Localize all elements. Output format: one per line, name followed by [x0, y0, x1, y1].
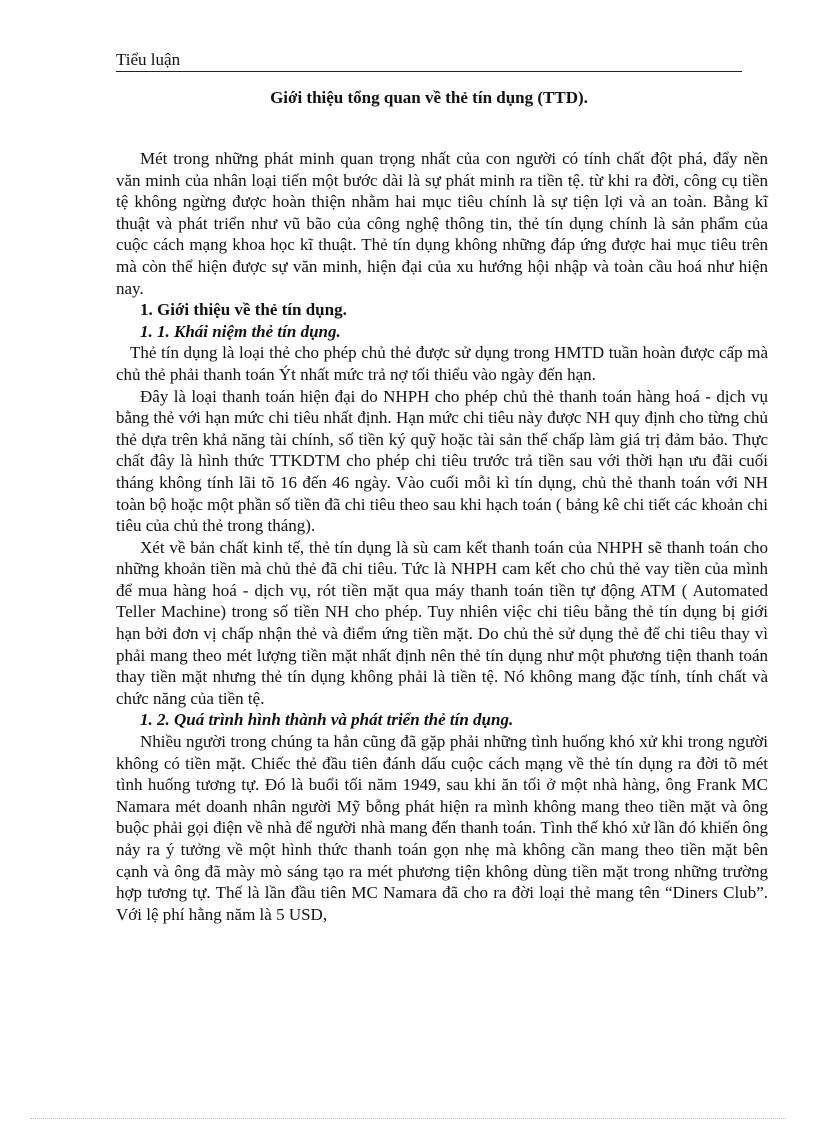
- paragraph: Nhiều người trong chúng ta hẳn cũng đã gặp phải những tình huống khó xử khi trong người không có tiền mặt. Chiếc thẻ đầu tiên đánh dấu cuộc cách mạng về thẻ tín dụng ra đời tõ mét tình huống tương tự. Đó là buổi tối năm 1949, sau khi ăn tối ở một nhà hàng, ông Frank MC Namara mét doanh nhân người Mỹ bỗng phát hiện ra mình không mang theo tiền mặt và ông buộc phải gọi điện về nhà để người nhà mang đến thanh toán. Tình thế khó xử lần đó khiến ông nảy ra ý tưởng về một hình thức thanh toán gọn nhẹ mà không cần mang theo tiền mặt bên cạnh và ông đã mày mò sáng tạo ra mét phương tiện không dùng tiền mặt trong những trường hợp tương tự. Thế là lần đầu tiên MC Namara đã cho ra đời loại thẻ mang tên “Diners Club”. Với lệ phí hằng năm là 5 USD,: [116, 732, 768, 924]
- paragraph: Xét về bản chất kinh tế, thẻ tín dụng là sù cam kết thanh toán của NHPH sẽ thanh toán cho những khoản tiền mà chủ thẻ đã chi tiêu. Tức là NHPH cam kết cho chủ thẻ vay tiền của mình để mua hàng hoá - dịch vụ, rót tiền mặt qua máy thanh toán tiền tự động ATM ( Automated Teller Machine) trong số tiền NH cho phép. Tuy nhiên việc chi tiêu bằng thẻ tín dụng bị giới hạn bởi đơn vị chấp nhận thẻ và điểm ứng tiền mặt. Do chủ thẻ sử dụng thẻ để chi tiêu thay vì phải mang theo mét lượng tiền mặt nhất định nên thẻ tín dụng như một phương tiện thanh toán thay tiền mặt nhưng thẻ tín dụng không phải là tiền tệ. Nó không mang đặc tính, tính chất và chức năng của tiền tệ.: [116, 537, 768, 708]
- paragraph: Đây là loại thanh toán hiện đại do NHPH cho phép chủ thẻ thanh toán hàng hoá - dịch vụ bằng thẻ với hạn mức chi tiêu nhất định. Hạn mức chi tiêu này được NH quy định cho từng chủ thẻ dựa trên khả năng tài chính, số tiền ký quỹ hoặc tài sản thế chấp làm giá trị đảm bảo. Thực chất đây là hình thức TTKDTM cho phép chi tiêu trước trả tiền sau với thời hạn ưu đãi cuối tháng không tính lãi tõ 16 đến 46 ngày. Vào cuối mỗi kì tín dụng, chủ thẻ thanh toán với NH toàn bộ hoặc một phần số tiền đã chi tiêu theo sau khi hạch toán ( bảng kê chi tiết các khoản chi tiêu của chủ thẻ trong tháng).: [116, 386, 768, 536]
- document-title: Giới thiệu tổng quan về thẻ tín dụng (TTD).: [270, 88, 588, 107]
- page-bottom-border: [30, 1118, 786, 1119]
- header-label: Tiểu luận: [116, 50, 181, 69]
- subsection-heading-1-1: 1. 1. Khái niệm thẻ tín dụng.: [140, 321, 341, 341]
- subsection-heading-1-2: 1. 2. Quá trình hình thành và phát triển thẻ tín dụng.: [140, 710, 514, 730]
- section-heading-1: 1. Giới thiệu về thẻ tín dụng.: [140, 300, 347, 320]
- document-body: [116, 148, 768, 925]
- intro-paragraph: Mét trong những phát minh quan trọng nhất của con người có tính chất đột phá, đẩy nền văn minh của nhân loại tiến một bước dài là sự phát minh ra tiền tệ. từ khi ra đời, công cụ tiền tệ không ngừng được hoàn thiện nhằm hai mục tiêu chính là sự tiện lợi và an toàn. Bằng kĩ thuật và phát triển như vũ bão của công nghệ thông tin, thẻ tín dụng chính là sản phẩm của cuộc cách mạng khoa học kĩ thuật. Thẻ tín dụng không những đáp ứng được hai mục tiêu trên mà còn thể hiện được sự văn minh, hiện đại của xu hướng hội nhập và toàn cầu hoá như hiện nay.: [116, 149, 768, 298]
- header-divider: [116, 71, 742, 72]
- paragraph: Thẻ tín dụng là loại thẻ cho phép chủ thẻ được sử dụng trong HMTD tuần hoàn được cấp mà chủ thẻ phải thanh toán Ýt nhất mức trả nợ tối thiểu vào ngày đến hạn.: [116, 343, 768, 384]
